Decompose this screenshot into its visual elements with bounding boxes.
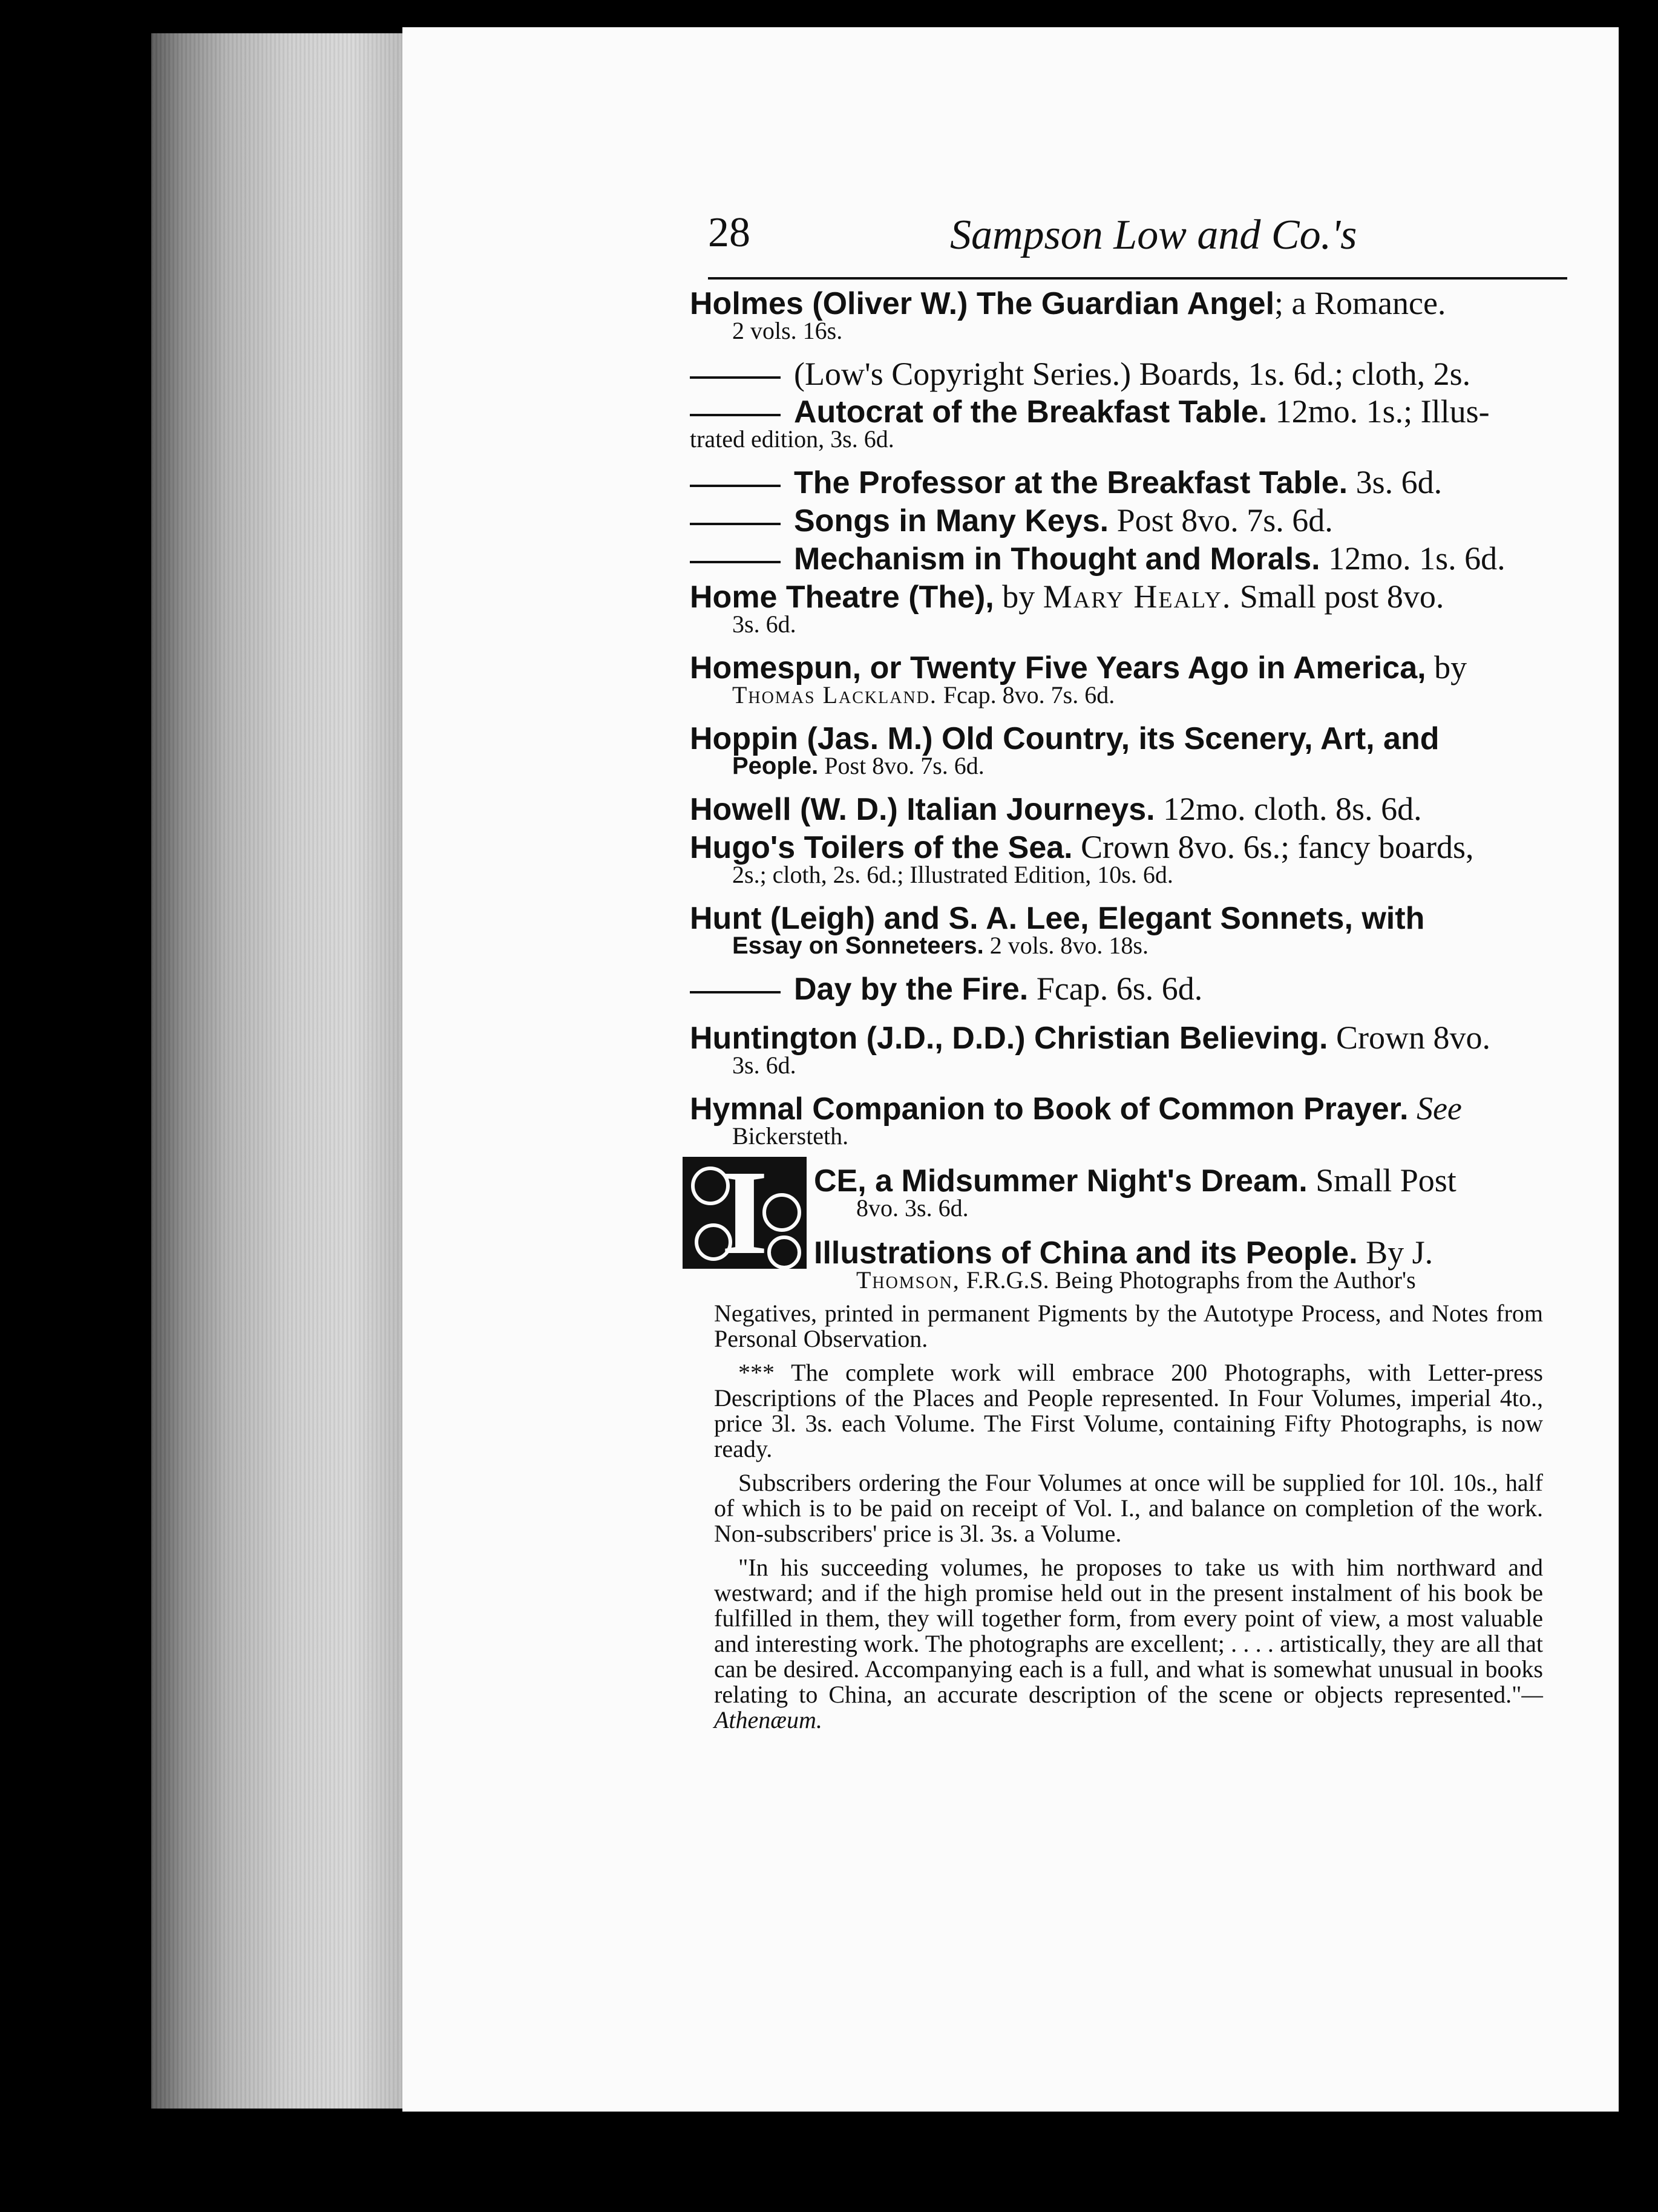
running-title: Sampson Low and Co.'s [950, 212, 1357, 258]
catalogue-entries [690, 284, 1567, 1150]
catalogue-entry: (Low's Copyright Series.) Boards, 1s. 6d.; cloth, 2s. [690, 355, 1567, 393]
ditto-dash [690, 991, 781, 993]
ditto-dash [690, 414, 781, 416]
catalogue-entry: Illustrations of China and its People. By J. Thomson, F.R.G.S. Being Photographs from the Author's [814, 1234, 1434, 1294]
catalogue-entry: Hymnal Companion to Book of Common Prayer. See Bickersteth. [690, 1090, 1462, 1150]
ditto-dash [690, 561, 781, 563]
page-header [708, 209, 1567, 257]
catalogue-entry: Homespun, or Twenty Five Years Ago in America, by Thomas Lackland. Fcap. 8vo. 7s. 6d. [690, 649, 1467, 708]
entry-description: Negatives, printed in permanent Pigments by the Autotype Process, and Notes from Personal Observation. *** The complete work will embrace 200 Photographs, with Letter-press Descriptions of the Places and People represented. In Four Volumes, imperial 4to., price 3l. 3s. each Volume. The First Volume, containing Fifty Photographs, is now ready. Subscribers ordering the Four Volumes at once will be supplied for 10l. 10s., half of which is to be paid on receipt of Vol. I., and balance on completion of the work. Non-subscribers' price is 3l. 3s. a Volume. "In his succeeding volumes, he proposes to take us with him northward and westward; and if the high promise held out in the present instalment of his book be fulfilled in them, they will together form, from every point of view, a most valuable and interesting work. The photographs are excellent; . . . . artistically, they are all that can be desired. Accompanying each is a full, and what is somewhat unusual in books relating to China, an accurate description of the scene or objects represented."—Athenæum. [714, 1300, 1543, 1733]
catalogue-entry: Hunt (Leigh) and S. A. Lee, Elegant Sonnets, with Essay on Sonneteers. 2 vols. 8vo. 18s. [690, 901, 1425, 959]
scan-border-bottom [0, 2112, 1658, 2212]
page-number: 28 [708, 209, 750, 256]
ditto-dash [690, 485, 781, 487]
ditto-dash [690, 523, 781, 525]
catalogue-entry: Home Theatre (The), by Mary Healy. Small post 8vo. 3s. 6d. [690, 578, 1444, 638]
ornamental-initial: I [683, 1157, 807, 1269]
ditto-dash [690, 376, 781, 379]
catalogue-entry: CE, a Midsummer Night's Dream. Small Post 8vo. 3s. 6d. [814, 1162, 1456, 1222]
catalogue-entry: Howell (W. D.) Italian Journeys. 12mo. cloth. 8s. 6d. [690, 791, 1422, 827]
scan-border [1619, 91, 1658, 2112]
header-rule [708, 277, 1567, 280]
catalogue-entry: Day by the Fire. Fcap. 6s. 6d. [690, 970, 1567, 1008]
catalogue-entry: Songs in Many Keys. Post 8vo. 7s. 6d. [690, 502, 1567, 540]
catalogue-entry: Hugo's Toilers of the Sea. Crown 8vo. 6s.; fancy boards, 2s.; cloth, 2s. 6d.; Illustrated Edition, 10s. 6d. [690, 829, 1474, 888]
book-page-edges [151, 33, 402, 2109]
catalogue-entry: Autocrat of the Breakfast Table. 12mo. 1s.; Illus- trated edition, 3s. 6d. [690, 393, 1490, 453]
catalogue-entry: Holmes (Oliver W.) The Guardian Angel; a Romance. 2 vols. 16s. [690, 285, 1446, 344]
catalogue-entry: Huntington (J.D., D.D.) Christian Believing. Crown 8vo. 3s. 6d. [690, 1019, 1490, 1079]
ice-entries [814, 1162, 1567, 1294]
catalogue-entry: Mechanism in Thought and Morals. 12mo. 1s. 6d. [690, 540, 1567, 578]
catalogue-entry: Hoppin (Jas. M.) Old Country, its Scenery, Art, and People. Post 8vo. 7s. 6d. [690, 721, 1440, 779]
catalogue-entry: The Professor at the Breakfast Table. 3s. 6d. [690, 463, 1567, 502]
